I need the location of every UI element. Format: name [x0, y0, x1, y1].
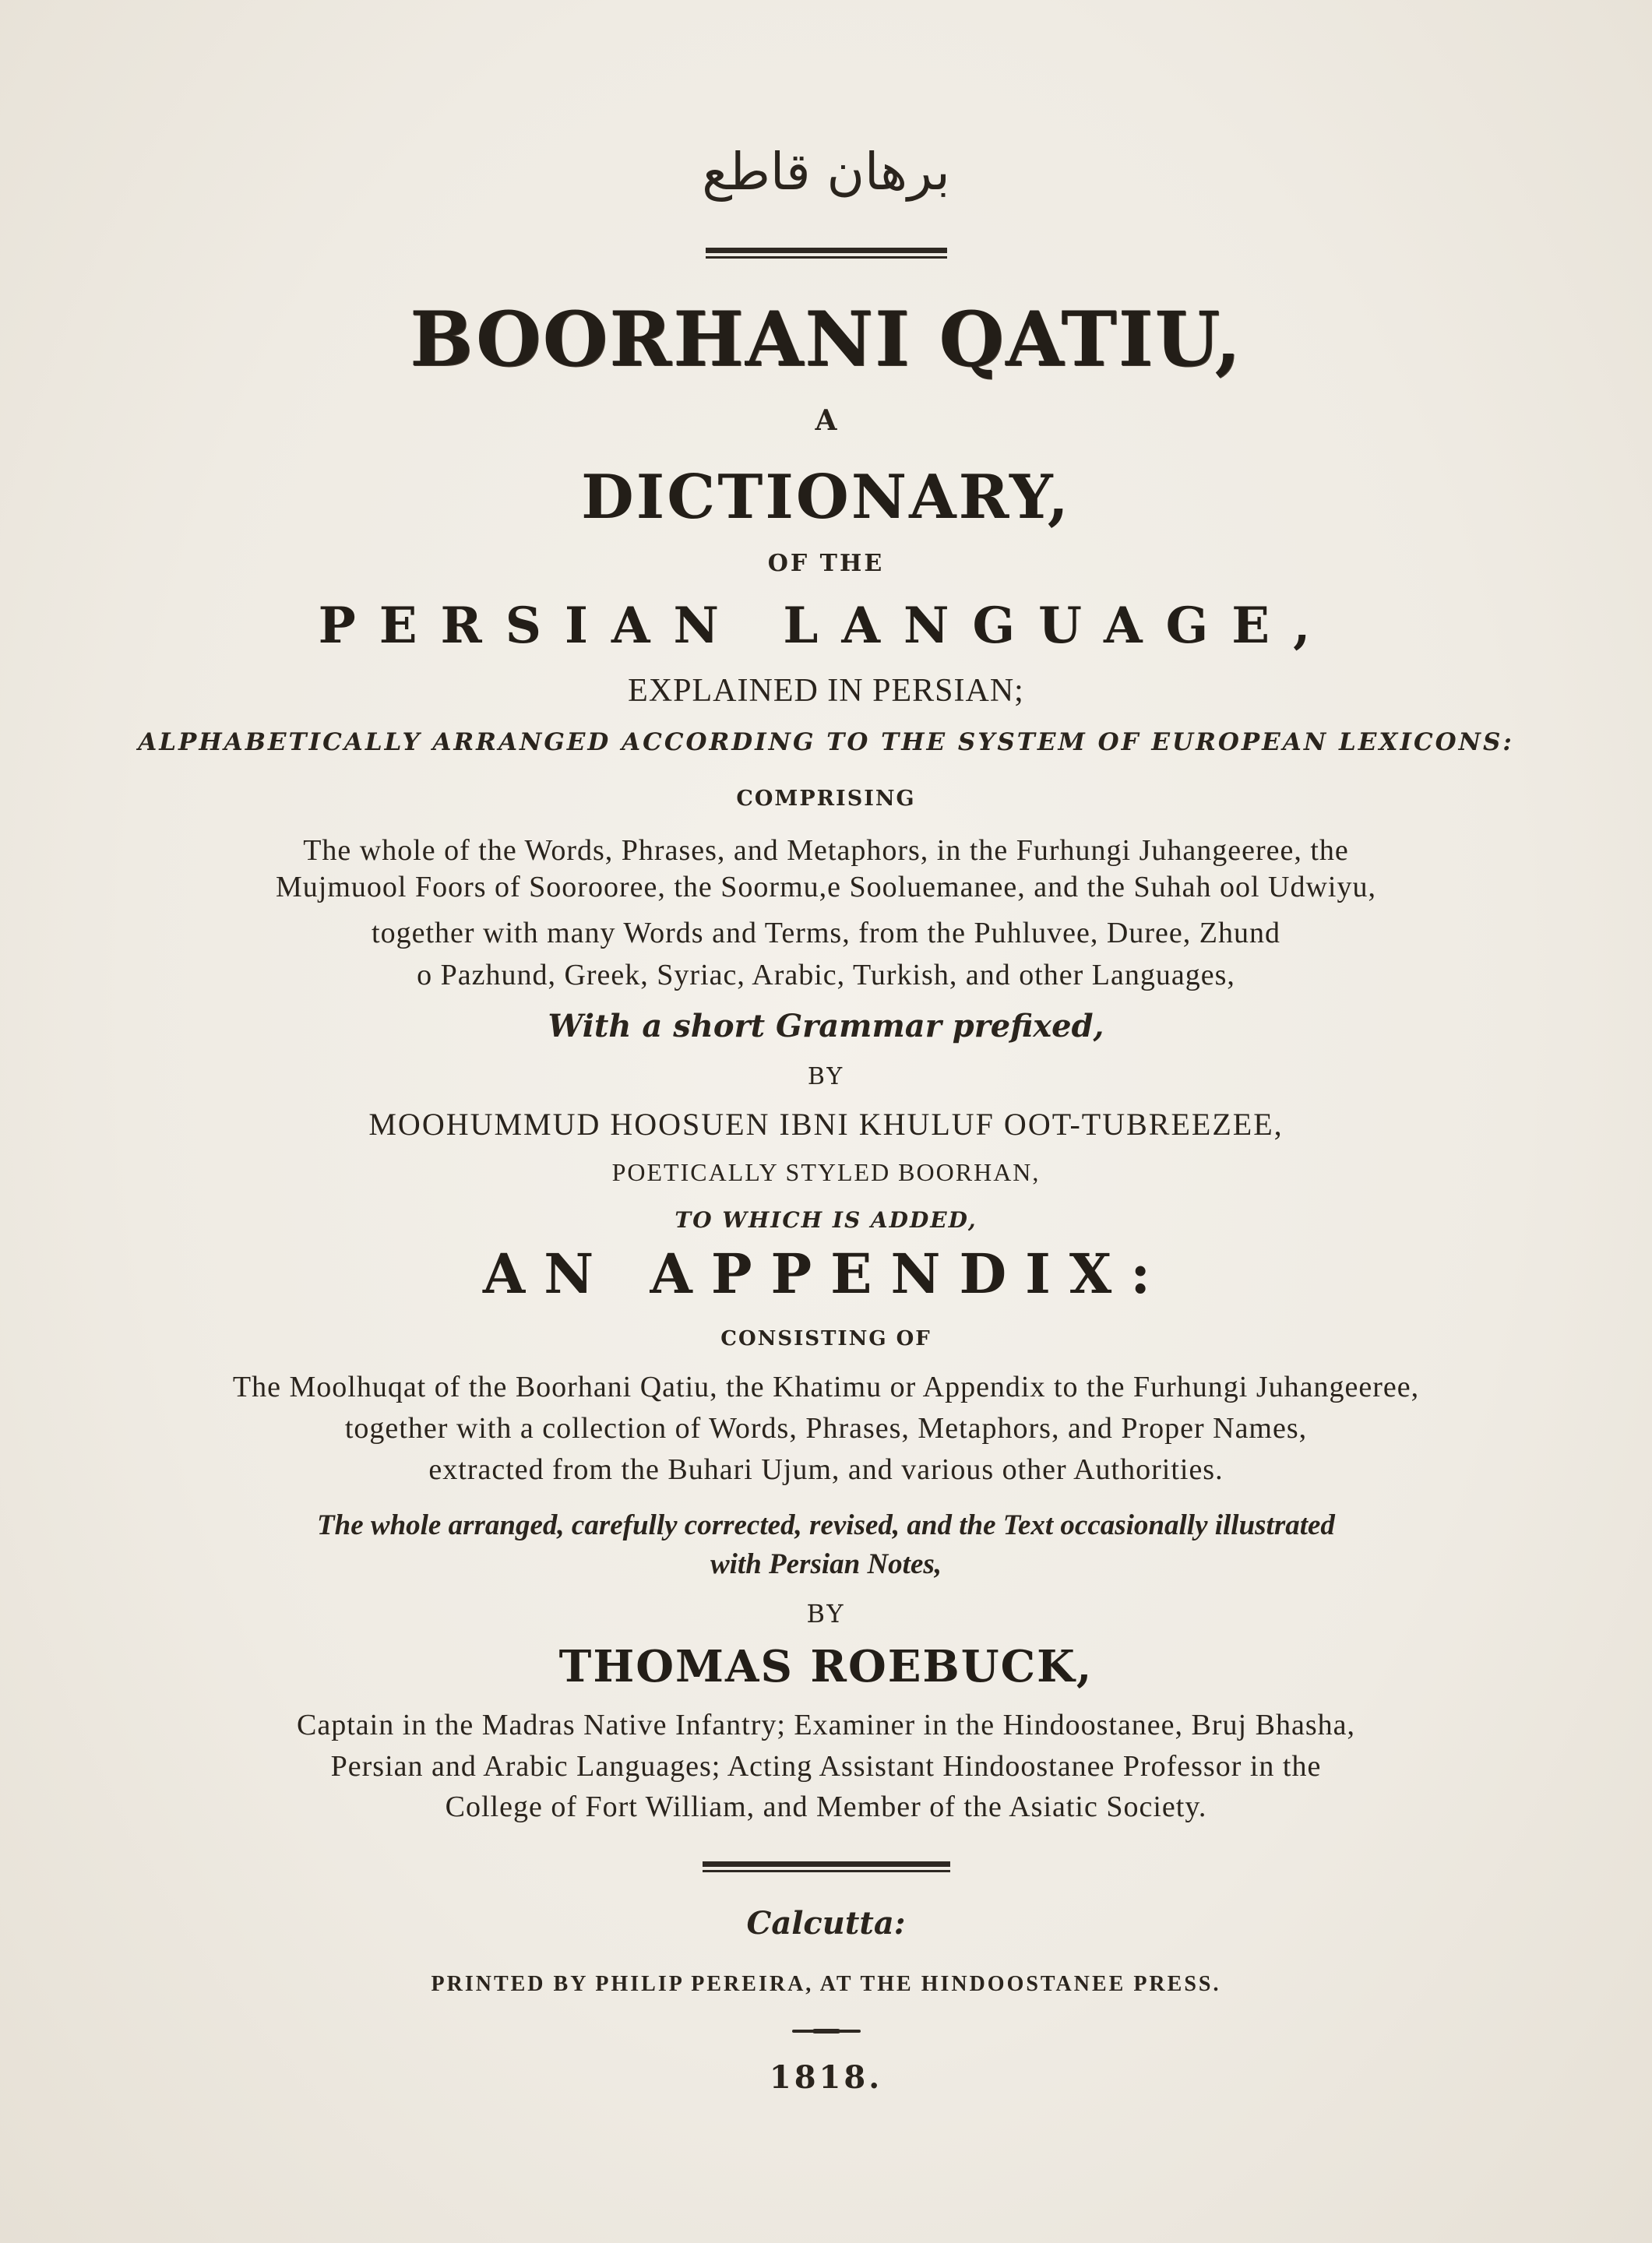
of-the-line: OF THE [767, 550, 885, 577]
appendix-heading: AN APPENDIX: [482, 1241, 1170, 1306]
publication-year: 1818. [769, 2059, 883, 2096]
editor-credentials-line-3: College of Fort William, and Member of the Asiatic Society. [445, 1791, 1207, 1823]
imprint-place: Calcutta: [746, 1905, 906, 1942]
top-double-rule [706, 248, 947, 259]
editor-credentials-line-1: Captain in the Madras Native Infantry; Examiner in the Hindoostanee, Bruj Bhasha, [297, 1709, 1355, 1741]
persian-language-heading: PERSIAN LANGUAGE, [318, 597, 1334, 655]
persian-title: برهان قاطع [702, 142, 950, 202]
appendix-line-1: The Moolhuqat of the Boorhani Qatiu, the Khatimu or Appendix to the Furhungi Juhangeeree, [232, 1371, 1420, 1403]
editor-name: THOMAS ROEBUCK, [558, 1641, 1094, 1692]
article-a: A [815, 404, 837, 437]
arrangement-note-line-2: with Persian Notes, [710, 1548, 942, 1580]
dictionary-heading: DICTIONARY, [581, 462, 1071, 533]
by-label-first: BY [807, 1063, 845, 1090]
comprising-line-4: o Pazhund, Greek, Syriac, Arabic, Turkish, and other Languages, [417, 959, 1235, 991]
poetic-name-line: POETICALLY STYLED BOORHAN, [611, 1158, 1041, 1186]
by-label-second: BY [806, 1599, 846, 1629]
to-which-added-line: TO WHICH IS ADDED, [675, 1207, 977, 1233]
consisting-of-label: CONSISTING OF [720, 1327, 932, 1350]
comprising-line-3: together with many Words and Terms, from the Puhluvee, Duree, Zhund [372, 917, 1280, 949]
printer-line: PRINTED BY PHILIP PEREIRA, AT THE HINDOOSTANEE PRESS. [431, 1972, 1221, 1996]
arrangement-note-line-1: The whole arranged, carefully corrected, revised, and the Text occasionally illustrated [317, 1509, 1335, 1541]
appendix-line-3: extracted from the Buhari Ujum, and various other Authorities. [428, 1453, 1224, 1486]
explained-line: EXPLAINED IN PERSIAN; [628, 673, 1024, 709]
comprising-line-1: The whole of the Words, Phrases, and Metaphors, in the Furhungi Juhangeeree, the [303, 834, 1349, 867]
alphabetical-arrangement-line: ALPHABETICALLY ARRANGED ACCORDING TO THE SYSTEM OF EUROPEAN LEXICONS: [138, 728, 1514, 756]
appendix-line-2: together with a collection of Words, Phrases, Metaphors, and Proper Names, [344, 1412, 1308, 1445]
comprising-label: COMPRISING [736, 787, 916, 811]
author-name: MOOHUMMUD HOOSUEN IBNI KHULUF OOT-TUBREEZEE, [368, 1107, 1284, 1142]
comprising-line-2: Mujmuool Foors of Soorooree, the Soormu,e Sooluemanee, and the Suhah ool Udwiyu, [275, 871, 1376, 903]
main-title: BOORHANI QATIU, [410, 295, 1242, 383]
small-ornamental-rule [792, 2030, 861, 2033]
middle-double-rule [703, 1861, 950, 1872]
grammar-line: With a short Grammar prefixed, [548, 1008, 1104, 1044]
editor-credentials-line-2: Persian and Arabic Languages; Acting Assistant Hindoostanee Professor in the [330, 1750, 1322, 1783]
